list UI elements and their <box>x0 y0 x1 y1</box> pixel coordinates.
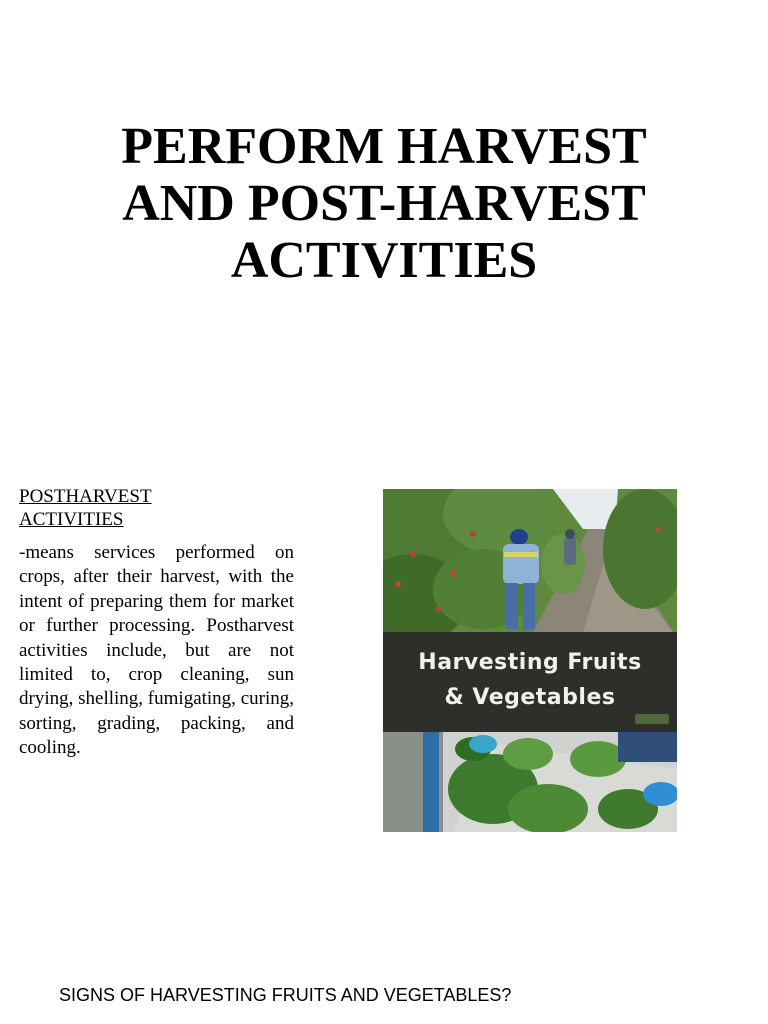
section-heading-line-2: ACTIVITIES <box>19 509 124 530</box>
page-title <box>0 118 768 289</box>
title-line-1: PERFORM HARVEST <box>121 118 647 175</box>
section-heading <box>19 485 209 531</box>
banner-logo-mark <box>635 714 669 724</box>
harvesting-cover-image <box>383 489 677 832</box>
banner-line-2: & Vegetables <box>444 685 616 710</box>
title-line-2: AND POST-HARVEST <box>122 175 646 232</box>
orchard-photo <box>383 489 677 644</box>
sorting-photo <box>383 732 677 832</box>
cover-banner <box>383 632 677 732</box>
footer-question: SIGNS OF HARVESTING FRUITS AND VEGETABLES? <box>59 985 512 1005</box>
definition-paragraph: -means services performed on crops, after their harvest, with the intent of preparing them for market or further processing. Postharvest activities include, but are not limited to, crop cleaning, sun drying, shelling, fumigating, curing, sorting, grading, packing, and cooling. <box>19 542 294 759</box>
title-line-3: ACTIVITIES <box>230 232 538 289</box>
section-heading-line-1: POSTHARVEST <box>19 486 152 507</box>
banner-line-1: Harvesting Fruits <box>418 650 642 675</box>
